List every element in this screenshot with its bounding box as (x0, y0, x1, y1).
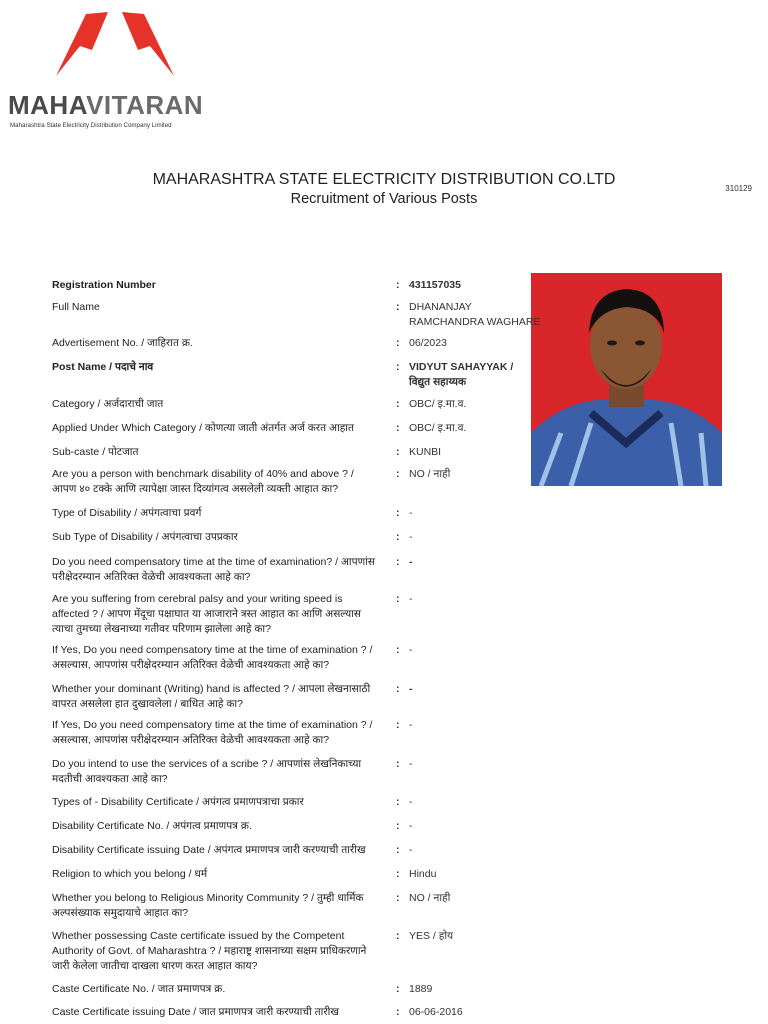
field-label: Whether you belong to Religious Minority Community ? / तुम्ही धार्मिक अल्पसंख्याक समुदायाचे आहात का? (52, 892, 364, 919)
field-label: Do you need compensatory time at the time of examination? / आपणांस परीक्षेदरम्यान अतिरिक्त वेळेची आवश्यकता आहे का? (52, 556, 376, 583)
field-value: - (409, 683, 413, 695)
field-value: NO / नाही (409, 892, 451, 904)
field-separator: : (396, 468, 400, 480)
field-separator: : (396, 758, 400, 770)
field-label: Registration Number (52, 279, 156, 291)
field-value: OBC/ इ.मा.व. (409, 422, 467, 434)
field-separator: : (396, 983, 400, 995)
field-label: Religion to which you belong / धर्म (52, 868, 208, 880)
field-value: - (409, 820, 413, 832)
field-separator: : (396, 301, 400, 313)
field-separator: : (396, 361, 400, 373)
field-label: Disability Certificate issuing Date / अपंगत्व प्रमाणपत्र जारी करण्याची तारीख (52, 844, 366, 856)
field-label: Caste Certificate No. / जात प्रमाणपत्र क्र. (52, 983, 226, 995)
field-label: Full Name (52, 301, 100, 313)
field-value: - (409, 531, 413, 543)
field-separator: : (396, 868, 400, 880)
field-label: Are you a person with benchmark disability of 40% and above ? / आपण ४० टक्के आणि त्यापेक्षा जास्त दिव्यांगत्व असलेली व्यक्ती आहात का? (52, 468, 354, 495)
field-label: Post Name / पदाचे नाव (52, 361, 154, 373)
field-separator: : (396, 422, 400, 434)
field-label: Applied Under Which Category / कोणत्या जाती अंतर्गत अर्ज करत आहात (52, 422, 355, 434)
field-value: 06/2023 (409, 337, 447, 349)
field-value: - (409, 507, 413, 519)
field-value: 1889 (409, 983, 433, 995)
field-label: Are you suffering from cerebral palsy and your writing speed is affected ? / आपण मेंदूचा पक्षाघात या आजाराने त्रस्त आहात का आणि असल्यास त्याचा तुमच्या लेखनाच्या गतीवर परिणाम झालेला आहे का? (52, 593, 362, 635)
mahavitaran-logo (6, 10, 226, 129)
field-label: Whether possessing Caste certificate issued by the Competent Authority of Govt. of Maharashtra ? / महाराष्ट्र शासनाच्या सक्षम प्राधिकरणाने जारी केलेला जातीचा दाखला धारण करत आहात काय? (52, 930, 367, 972)
field-label: Disability Certificate No. / अपंगत्व प्रमाणपत्र क्र. (52, 820, 252, 832)
field-separator: : (396, 556, 400, 568)
field-value: Hindu (409, 868, 437, 880)
document-subtitle: Recruitment of Various Posts (290, 191, 478, 207)
field-separator: : (396, 279, 400, 291)
document-title: MAHARASHTRA STATE ELECTRICITY DISTRIBUTION CO.LTD (152, 171, 616, 188)
field-label: Sub-caste / पोटजात (52, 446, 139, 458)
field-value: DHANANJAY RAMCHANDRA WAGHARE (409, 301, 541, 328)
field-label: If Yes, Do you need compensatory time at the time of examination ? / असल्यास, आपणांस परीक्षेदरम्यान अतिरिक्त वेळेची आवश्यकता आहे का? (52, 719, 373, 746)
field-value: - (409, 593, 413, 605)
field-label: Advertisement No. / जाहिरात क्र. (52, 337, 193, 349)
brand-name: MAHAVITARAN (8, 90, 204, 120)
field-separator: : (396, 930, 400, 942)
field-label: Caste Certificate issuing Date / जात प्रमाणपत्र जारी करण्याची तारीख (52, 1006, 339, 1018)
field-value: 06-06-2016 (409, 1006, 463, 1018)
field-value: - (409, 844, 413, 856)
field-separator: : (396, 892, 400, 904)
field-value: KUNBI (409, 446, 442, 458)
form-id: 310129 (725, 184, 752, 193)
field-value: - (409, 796, 413, 808)
field-separator: : (396, 644, 400, 656)
field-separator: : (396, 398, 400, 410)
lightning-bolt-icon (50, 10, 180, 80)
field-separator: : (396, 683, 400, 695)
field-separator: : (396, 844, 400, 856)
field-value: VIDYUT SAHAYYAK / विद्युत सहाय्यक (409, 361, 514, 388)
field-label: Types of - Disability Certificate / अपंगत्व प्रमाणपत्राचा प्रकार (52, 796, 304, 808)
field-label: Category / अर्जदाराची जात (52, 398, 164, 410)
candidate-photo (531, 273, 722, 486)
field-value: - (409, 758, 413, 770)
field-label: Do you intend to use the services of a scribe ? / आपणांस लेखनिकाच्या मदतीची आवश्यकता आहे का? (52, 758, 362, 785)
field-separator: : (396, 719, 400, 731)
field-value: NO / नाही (409, 468, 451, 480)
field-separator: : (396, 337, 400, 349)
field-value: 431157035 (409, 279, 461, 291)
field-separator: : (396, 531, 400, 543)
field-separator: : (396, 1006, 400, 1018)
field-value: - (409, 719, 413, 731)
field-separator: : (396, 820, 400, 832)
field-separator: : (396, 796, 400, 808)
field-value: - (409, 644, 413, 656)
field-label: Type of Disability / अपंगत्वाचा प्रवर्ग (52, 507, 202, 519)
field-value: - (409, 556, 413, 568)
field-label: Whether your dominant (Writing) hand is affected ? / आपला लेखनासाठी वापरत असलेला हात दुखावलेला / बाधित आहे का? (52, 683, 371, 710)
field-label: Sub Type of Disability / अपंगत्वाचा उपप्रकार (52, 531, 238, 543)
field-label: If Yes, Do you need compensatory time at the time of examination ? / असल्यास, आपणांस परीक्षेदरम्यान अतिरिक्त वेळेची आवश्यकता आहे का? (52, 644, 373, 671)
field-value: YES / होय (409, 930, 454, 942)
field-separator: : (396, 507, 400, 519)
brand-tagline: Maharashtra State Electricity Distribution Company Limited (10, 122, 172, 129)
field-separator: : (396, 593, 400, 605)
field-separator: : (396, 446, 400, 458)
field-value: OBC/ इ.मा.व. (409, 398, 467, 410)
